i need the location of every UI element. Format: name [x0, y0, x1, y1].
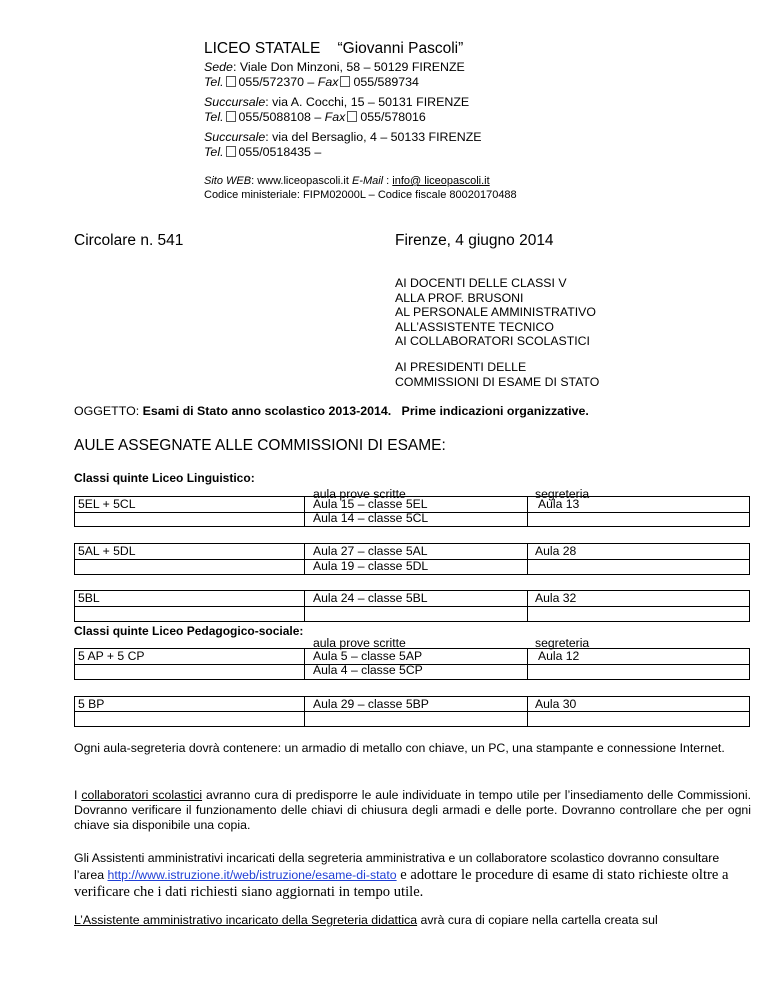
table-row: 5 BP Aula 29 – classe 5BP Aula 30 [74, 696, 750, 727]
istruzione-link[interactable]: http://www.istruzione.it/web/istruzione/esame-di-stato [107, 868, 397, 882]
sede-address: Sede: Viale Don Minzoni, 58 – 50129 FIRENZE [204, 60, 465, 74]
sede-phone: Tel. 055/572370 – Fax 055/589734 [204, 75, 419, 89]
recipients-list-2: AI PRESIDENTI DELLE COMMISSIONI DI ESAME DI STATO [395, 360, 600, 389]
subject-line: OGGETTO: Esami di Stato anno scolastico 2013-2014. Prime indicazioni organizzative. [74, 404, 589, 418]
table-row: aula prove scritte segreteria 5EL + 5CL Aula 15 – classe 5EL Aula 14 – classe 5CL Aula 13 [74, 487, 750, 527]
fax-icon [340, 76, 350, 87]
pedagogico-title: Classi quinte Liceo Pedagogico-sociale: [74, 624, 304, 638]
circolare-number: Circolare n. 541 [74, 232, 184, 249]
email-link[interactable]: info@ liceopascoli.it [392, 175, 490, 187]
codici-line: Codice ministeriale: FIPM02000L – Codice fiscale 80020170488 [204, 189, 517, 201]
phone-icon [226, 111, 236, 122]
succursale1-phone: Tel. 055/5088108 – Fax 055/578016 [204, 110, 426, 124]
succursale2-address: Succursale: via del Bersaglio, 4 – 50133 FIRENZE [204, 130, 482, 144]
linguistico-title: Classi quinte Liceo Linguistico: [74, 471, 255, 485]
website-line: Sito WEB: www.liceopascoli.it E-Mail : info@ liceopascoli.it [204, 175, 490, 187]
table-row: 5BL Aula 24 – classe 5BL Aula 32 [74, 590, 750, 622]
paragraph-assistenti: Gli Assistenti amministrativi incaricati della segreteria amministrativa e un collaboratore scolastico dovranno consultare l’area http://www.istruzione.it/web/istruzione/esame-di-stato e adottare le procedure di esame di stato richieste oltre a verificare che i dati richiesti siano aggiornati in tempo utile. [74, 851, 729, 900]
phone-icon [226, 76, 236, 87]
aule-title: AULE ASSEGNATE ALLE COMMISSIONI DI ESAME: [74, 437, 446, 454]
table-row: aula prove scritte segreteria 5 AP + 5 CP Aula 5 – classe 5AP Aula 4 – classe 5CP Aula 12 [74, 636, 750, 680]
paragraph-aula-segreteria: Ogni aula-segreteria dovrà contenere: un armadio di metallo con chiave, un PC, una stampante e connessione Internet. [74, 741, 725, 755]
school-name: LICEO STATALE “Giovanni Pascoli” [204, 40, 464, 57]
fax-icon [347, 111, 357, 122]
document-date: Firenze, 4 giugno 2014 [395, 232, 554, 249]
recipients-list: AI DOCENTI DELLE CLASSI V ALLA PROF. BRUSONI AL PERSONALE AMMINISTRATIVO ALL’ASSISTENTE TECNICO AI COLLABORATORI SCOLASTICI [395, 276, 596, 348]
succursale2-phone: Tel. 055/0518435 – [204, 145, 322, 159]
paragraph-segreteria-didattica: L’Assistente amministrativo incaricato della Segreteria didattica avrà cura di copiare nella cartella creata sul [74, 913, 658, 927]
phone-icon [226, 146, 236, 157]
table-row: 5AL + 5DL Aula 27 – classe 5AL Aula 19 – classe 5DL Aula 28 [74, 543, 750, 575]
succursale1-address: Succursale: via A. Cocchi, 15 – 50131 FIRENZE [204, 95, 470, 109]
paragraph-collaboratori: I collaboratori scolastici avranno cura di predisporre le aule individuate in tempo utile per l’insediamento delle Commissioni. Dovranno verificare il funzionamento delle chiavi di chiusura degli armadi e delle porte. Dovranno controllare che per ogni chiave sia disponibile una copia. [74, 788, 751, 832]
